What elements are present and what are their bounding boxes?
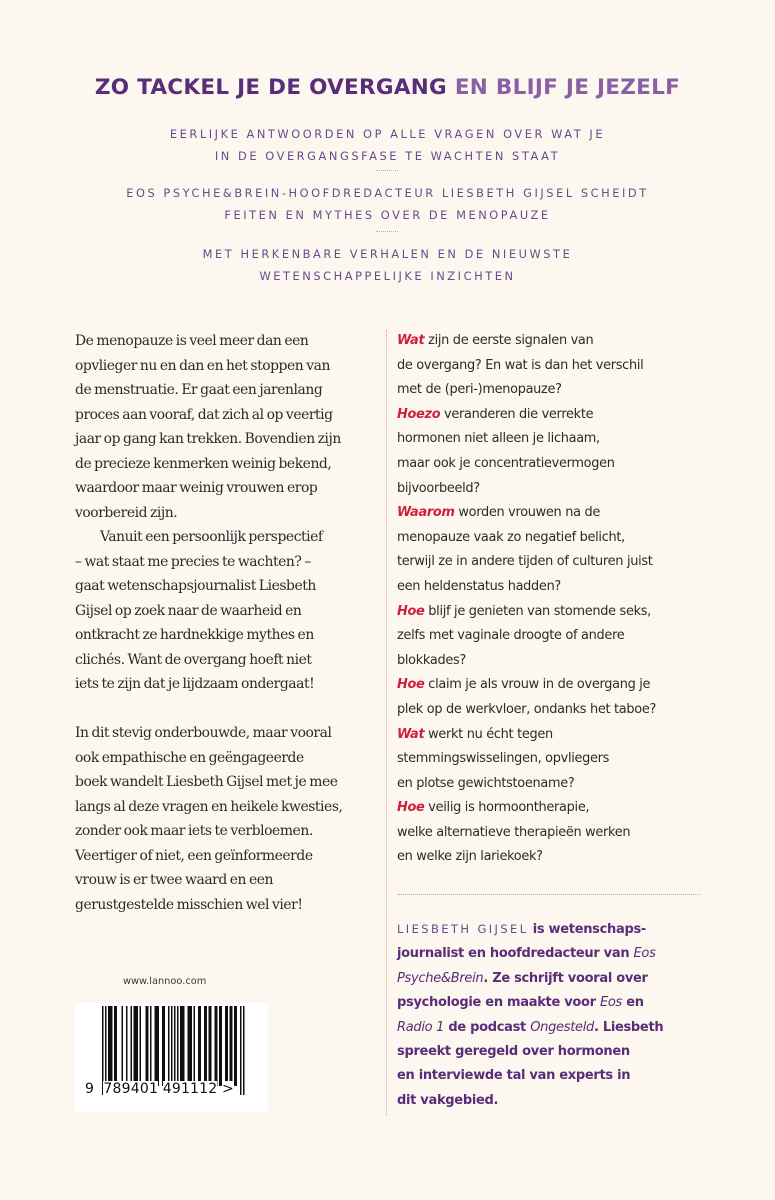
author-name: LIESBETH GIJSEL <box>397 922 529 936</box>
barcode-bar <box>180 1006 182 1086</box>
tagline-line: EOS PSYCHE&BREIN-HOOFDREDACTEUR LIESBETH GIJSEL SCHEIDT <box>126 186 649 200</box>
question-line: de overgang? En wat is dan het verschil <box>397 357 644 373</box>
dotted-divider <box>376 170 398 171</box>
barcode-bar <box>183 1006 185 1086</box>
question-line: maar ook je concentratievermogen <box>397 455 615 471</box>
question-line: blokkades? <box>397 652 466 668</box>
barcode-bar <box>206 1006 208 1086</box>
question-keyword: Hoe <box>397 800 425 816</box>
blurb-line: boek wandelt Liesbeth Gijsel met je mee <box>75 774 338 790</box>
blurb-line: iets te zijn dat je lijdzaam ondergaat! <box>75 676 315 692</box>
bio-text: dit vakgebied. <box>397 1092 499 1108</box>
blurb-line: zonder ook maar iets te verbloemen. <box>75 823 313 839</box>
barcode-marker: > <box>222 1081 234 1097</box>
barcode-bar <box>198 1006 200 1086</box>
tagline-line: FEITEN EN MYTHES OVER DE MENOPAUZE <box>224 208 551 222</box>
barcode-bar <box>131 1006 133 1086</box>
question-line: stemmingswisselingen, opvliegers <box>397 751 610 767</box>
barcode-digits <box>85 1081 234 1097</box>
question-keyword: Waarom <box>397 505 455 521</box>
barcode-bar <box>156 1006 158 1086</box>
barcode-bar <box>188 1006 190 1086</box>
question-item <box>397 329 717 354</box>
question-text: blijf je genieten van stomende seks, <box>424 603 651 619</box>
barcode-bar <box>110 1006 112 1086</box>
barcode <box>75 1003 268 1112</box>
barcode-bar <box>210 1006 212 1086</box>
barcode-bar <box>200 1006 202 1086</box>
horizontal-dotted-divider <box>398 894 700 895</box>
question-item <box>397 723 717 748</box>
question-item <box>397 796 717 821</box>
barcode-bar <box>221 1006 223 1086</box>
tagline-2 <box>0 182 775 226</box>
blurb-paragraph-1 <box>75 329 385 525</box>
barcode-bar <box>108 1006 110 1086</box>
blurb-line: jaar op gang kan trekken. Bovendien zijn <box>75 431 341 447</box>
bio-italic: Radio 1 <box>397 1019 445 1035</box>
barcode-bar <box>111 1006 113 1086</box>
blurb-line: waardoor maar weinig vrouwen erop <box>75 480 318 496</box>
question-line: hormonen niet alleen je lichaam, <box>397 431 600 447</box>
barcode-bar <box>150 1006 152 1086</box>
barcode-bar <box>135 1006 137 1086</box>
blurb-line: Gijsel op zoek naar de waarheid en <box>75 602 302 619</box>
blurb-paragraph-2 <box>75 525 385 697</box>
barcode-bar <box>227 1006 229 1086</box>
question-line: met de (peri-)menopauze? <box>397 382 562 398</box>
barcode-bar <box>219 1006 221 1086</box>
headline <box>0 75 775 100</box>
blurb-line: langs al deze vragen en heikele kwesties, <box>75 798 343 815</box>
blurb-line: De menopauze is veel meer dan een <box>75 333 309 349</box>
vertical-dotted-divider <box>386 330 387 1116</box>
publisher-url[interactable]: www.lannoo.com <box>123 976 207 987</box>
blurb-line: voorbereid zijn. <box>75 504 178 521</box>
bio-text: is wetenschaps- <box>528 922 646 937</box>
author-bio <box>397 917 717 1113</box>
barcode-bar <box>240 1006 242 1095</box>
tagline-line: MET HERKENBARE VERHALEN EN DE NIEUWSTE <box>202 247 573 261</box>
blurb-line: de menstruatie. Er gaat een jarenlang <box>75 382 323 398</box>
barcode-bar <box>194 1006 196 1086</box>
barcode-bar <box>177 1006 179 1086</box>
blurb-line: ook empathische en geëngageerde <box>75 749 304 766</box>
headline-part1: ZO TACKEL JE DE OVERGANG <box>94 75 448 100</box>
bio-text: journalist en hoofdredacteur van <box>397 946 634 962</box>
blurb-line: In dit stevig onderbouwde, maar vooral <box>75 725 332 741</box>
question-line: welke alternatieve therapieën werken <box>397 824 631 840</box>
tagline-1 <box>0 123 775 167</box>
barcode-bar <box>114 1006 116 1086</box>
bio-italic: Psyche&Brein <box>397 970 484 986</box>
blurb-line: de precieze kenmerken weinig bekend, <box>75 455 332 472</box>
tagline-line: IN DE OVERGANGSFASE TE WACHTEN STAAT <box>214 149 561 163</box>
barcode-bar <box>155 1006 157 1086</box>
question-line: en plotse gewichtstoename? <box>397 775 575 791</box>
barcode-bar <box>168 1006 170 1086</box>
tagline-line: EERLIJKE ANTWOORDEN OP ALLE VRAGEN OVER WAT JE <box>169 127 606 141</box>
tagline-line: WETENSCHAPPELIJKE INZICHTEN <box>259 269 516 283</box>
bio-italic: Eos <box>633 946 656 962</box>
paragraph-gap <box>75 697 385 722</box>
barcode-bar <box>191 1006 193 1086</box>
question-line: zelfs met vaginale droogte of andere <box>397 628 625 644</box>
barcode-bar <box>189 1006 191 1086</box>
headline-part2: EN BLIJF JE JEZELF <box>454 75 681 100</box>
question-keyword: Hoe <box>397 603 425 619</box>
question-text: claim je als vrouw in de overgang je <box>424 677 651 693</box>
barcode-bar <box>147 1006 149 1086</box>
bio-text: en interviewde tal van experts in <box>397 1068 631 1084</box>
blurb-line: Veertiger of niet, een geïnformeerde <box>75 847 313 864</box>
blurb-line: vrouw is er twee waard en een <box>75 872 274 888</box>
question-item <box>397 673 717 698</box>
barcode-group-1: 789401 <box>103 1081 159 1097</box>
question-keyword: Hoezo <box>397 406 441 422</box>
bio-italic: Eos <box>599 995 623 1011</box>
barcode-bar <box>158 1006 160 1086</box>
barcode-group-2: 491112 <box>162 1081 218 1097</box>
question-keyword: Wat <box>397 333 425 348</box>
question-text: veilig is hormoontherapie, <box>424 800 590 816</box>
barcode-bar <box>230 1006 232 1086</box>
question-line: een heldenstatus hadden? <box>397 578 561 594</box>
blurb-paragraph-3 <box>75 721 385 917</box>
blurb-line: opvlieger nu en dan en het stoppen van <box>75 357 330 374</box>
barcode-bar <box>164 1006 166 1086</box>
question-keyword: Hoe <box>397 677 425 693</box>
barcode-bar <box>126 1006 128 1086</box>
barcode-bar <box>134 1006 136 1086</box>
questions-column <box>397 329 717 870</box>
barcode-bar <box>137 1006 139 1086</box>
barcode-bar <box>122 1006 124 1086</box>
blurb-line: clichés. Want de overgang hoeft niet <box>75 651 312 668</box>
blurb-line: Vanuit een persoonlijk perspectief <box>100 529 323 545</box>
question-line: terwijl ze in andere tijden of culturen juist <box>397 554 653 570</box>
bio-text: . Liesbeth <box>593 1019 664 1035</box>
question-keyword: Wat <box>397 726 425 742</box>
blurb-line: ontkracht ze hardnekkige mythes en <box>75 627 314 643</box>
barcode-bar <box>216 1006 218 1086</box>
barcode-bar <box>231 1006 233 1086</box>
barcode-lead-digit: 9 <box>85 1081 95 1097</box>
barcode-bar <box>215 1006 217 1086</box>
barcode-bar <box>209 1006 211 1086</box>
blurb-column <box>75 329 385 917</box>
bio-text: . Ze schrijft vooral over <box>483 970 648 986</box>
tagline-3 <box>0 243 775 287</box>
bio-text: spreekt geregeld over hormonen <box>397 1044 630 1060</box>
question-item <box>397 501 717 526</box>
barcode-bar <box>236 1006 238 1086</box>
barcode-bar <box>140 1006 142 1086</box>
barcode-bar <box>225 1006 227 1086</box>
question-item <box>397 600 717 625</box>
bio-text: psychologie en maakte voor <box>397 995 600 1011</box>
bio-italic: Ongesteld <box>530 1019 594 1035</box>
barcode-bar <box>243 1006 245 1095</box>
blurb-line: gerustgestelde misschien wel vier! <box>75 896 303 913</box>
barcode-bar <box>182 1006 184 1086</box>
question-text: werkt nu écht tegen <box>424 726 553 742</box>
bio-text: de podcast <box>444 1019 531 1035</box>
bio-text: en <box>622 995 644 1011</box>
blurb-line: – wat staat me precies te wachten? – <box>75 553 311 570</box>
question-text: worden vrouwen na de <box>454 505 600 521</box>
barcode-bar <box>116 1006 118 1086</box>
question-item <box>397 403 717 428</box>
question-line: en welke zijn lariekoek? <box>397 849 543 865</box>
question-text: veranderen die verrekte <box>440 406 594 422</box>
barcode-bar <box>204 1006 206 1086</box>
barcode-bar <box>162 1006 164 1086</box>
question-line: bijvoorbeeld? <box>397 480 480 496</box>
question-line: menopauze vaak zo negatief belicht, <box>397 529 625 545</box>
blurb-line: proces aan vooraf, dat zich al op veertig <box>75 406 333 423</box>
blurb-line: gaat wetenschapsjournalist Liesbeth <box>75 578 316 594</box>
dotted-divider <box>376 231 398 232</box>
question-text: zijn de eerste signalen van <box>424 333 594 348</box>
question-line: plek op de werkvloer, ondanks het taboe? <box>397 701 657 717</box>
barcode-bar <box>146 1006 148 1086</box>
barcode-bar <box>234 1006 236 1086</box>
